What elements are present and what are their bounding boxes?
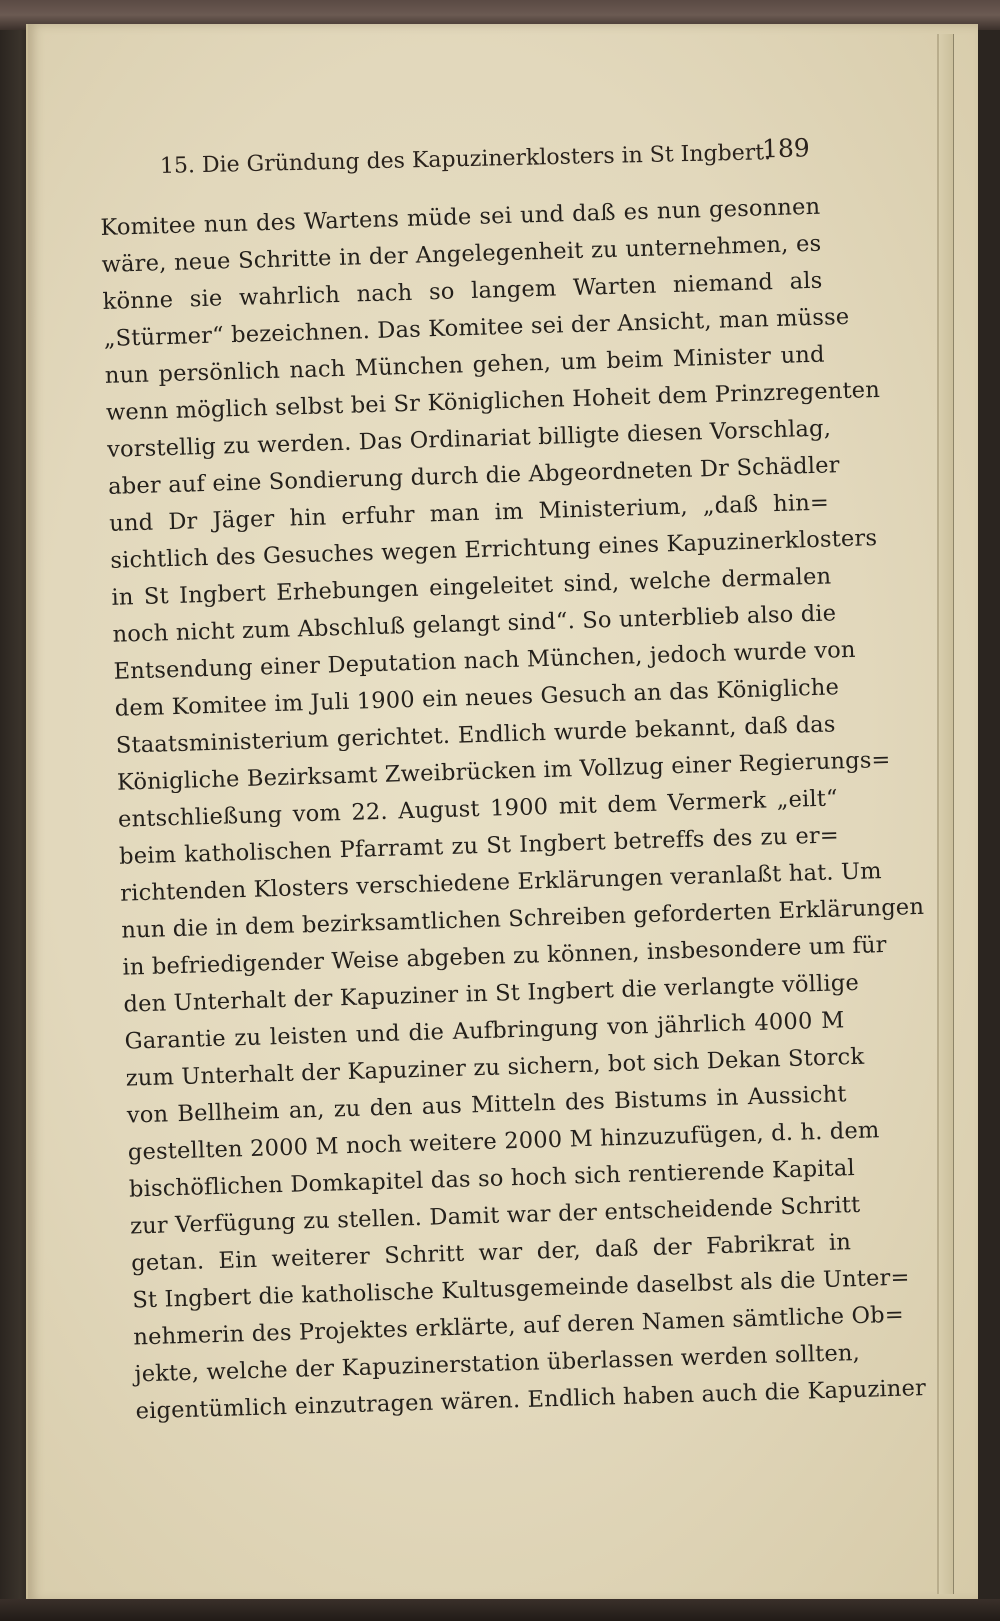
text-line: in St Ingbert Erhebungen eingeleitet sind, welche dermalen bbox=[111, 563, 832, 611]
page-number: 189 bbox=[761, 133, 811, 164]
text-line: eigentümlich einzutragen wären. Endlich haben auch die Kapuziner bbox=[135, 1375, 927, 1425]
text-line: bischöflichen Domkapitel das so hoch sich rentierende Kapital bbox=[128, 1155, 856, 1203]
text-line: Entsendung einer Deputation nach München, jedoch wurde von bbox=[113, 636, 856, 685]
text-line: Staatsministerium gerichtet. Endlich wurde bekannt, daß das bbox=[115, 711, 836, 759]
text-line: nehmerin des Projektes erklärte, auf deren Namen sämtliche Ob= bbox=[133, 1301, 905, 1351]
text-line: jekte, welche der Kapuzinerstation überlassen werden sollten, bbox=[134, 1339, 861, 1388]
text-line: Garantie zu leisten und die Aufbringung von jährlich 4000 M bbox=[124, 1007, 845, 1055]
text-line: zur Verfügung zu stellen. Damit war der entscheidende Schritt bbox=[129, 1191, 861, 1240]
page-edge-stack bbox=[937, 34, 954, 1594]
text-line: und Dr Jäger hin erfuhr man im Ministerium, „daß hin= bbox=[108, 489, 830, 537]
text-line: könne sie wahrlich nach so langem Warten niemand als bbox=[102, 267, 823, 315]
text-line: richtenden Klosters verschiedene Erklärungen veranlaßt hat. Um bbox=[119, 858, 883, 907]
body-text bbox=[100, 189, 927, 1431]
text-line: in befriedigender Weise abgeben zu können, insbesondere um für bbox=[122, 931, 888, 981]
text-line: vorstellig zu werden. Das Ordinariat billigte diesen Vorschlag, bbox=[106, 415, 832, 463]
text-line: wenn möglich selbst bei Sr Königlichen Hoheit dem Prinzregenten bbox=[105, 376, 881, 426]
text-line: dem Komitee im Juli 1900 ein neues Gesuch an das Königliche bbox=[114, 674, 840, 722]
text-line: von Bellheim an, zu den aus Mitteln des Bistums in Aussicht bbox=[126, 1081, 847, 1129]
text-line: Komitee nun des Wartens müde sei und daß es nun gesonnen bbox=[100, 193, 821, 241]
text-line: aber auf eine Sondierung durch die Abgeordneten Dr Schädler bbox=[107, 452, 841, 500]
text-line: sichtlich des Gesuches wegen Errichtung eines Kapuzinerklosters bbox=[110, 525, 878, 574]
text-line: „Stürmer“ bezeichnen. Das Komitee sei der Ansicht, man müsse bbox=[103, 303, 850, 352]
text-line: gestellten 2000 M noch weitere 2000 M hinzuzufügen, d. h. dem bbox=[127, 1117, 880, 1166]
text-line: zum Unterhalt der Kapuziner zu sichern, bot sich Dekan Storck bbox=[125, 1043, 865, 1092]
text-line: nun die in dem bezirksamtlichen Schreiben geforderten Erklärungen bbox=[121, 893, 925, 944]
text-line: St Ingbert die katholische Kultusgemeinde daselbst als die Unter= bbox=[131, 1264, 910, 1314]
running-header-title: 15. Die Gründung des Kapuzinerklosters in St Ingbert. bbox=[159, 140, 772, 179]
text-line: getan. Ein weiterer Schritt war der, daß der Fabrikrat in bbox=[130, 1229, 852, 1277]
text-line: entschließung vom 22. August 1900 mit dem Vermerk „eilt“ bbox=[117, 785, 839, 833]
text-line: wäre, neue Schritte in der Angelegenheit zu unternehmen, es bbox=[101, 230, 822, 278]
text-line: den Unterhalt der Kapuziner in St Ingbert die verlangte völlige bbox=[123, 969, 860, 1018]
text-line: nun persönlich nach München gehen, um beim Minister und bbox=[104, 341, 825, 389]
scan-bottom-edge bbox=[0, 1599, 1000, 1621]
text-line: Königliche Bezirksamt Zweibrücken im Vollzug einer Regierungs= bbox=[116, 746, 891, 796]
text-line: beim katholischen Pfarramt zu St Ingbert betreffs des zu er= bbox=[118, 822, 840, 870]
text-line: noch nicht zum Abschluß gelangt sind“. So unterblieb also die bbox=[112, 600, 837, 648]
